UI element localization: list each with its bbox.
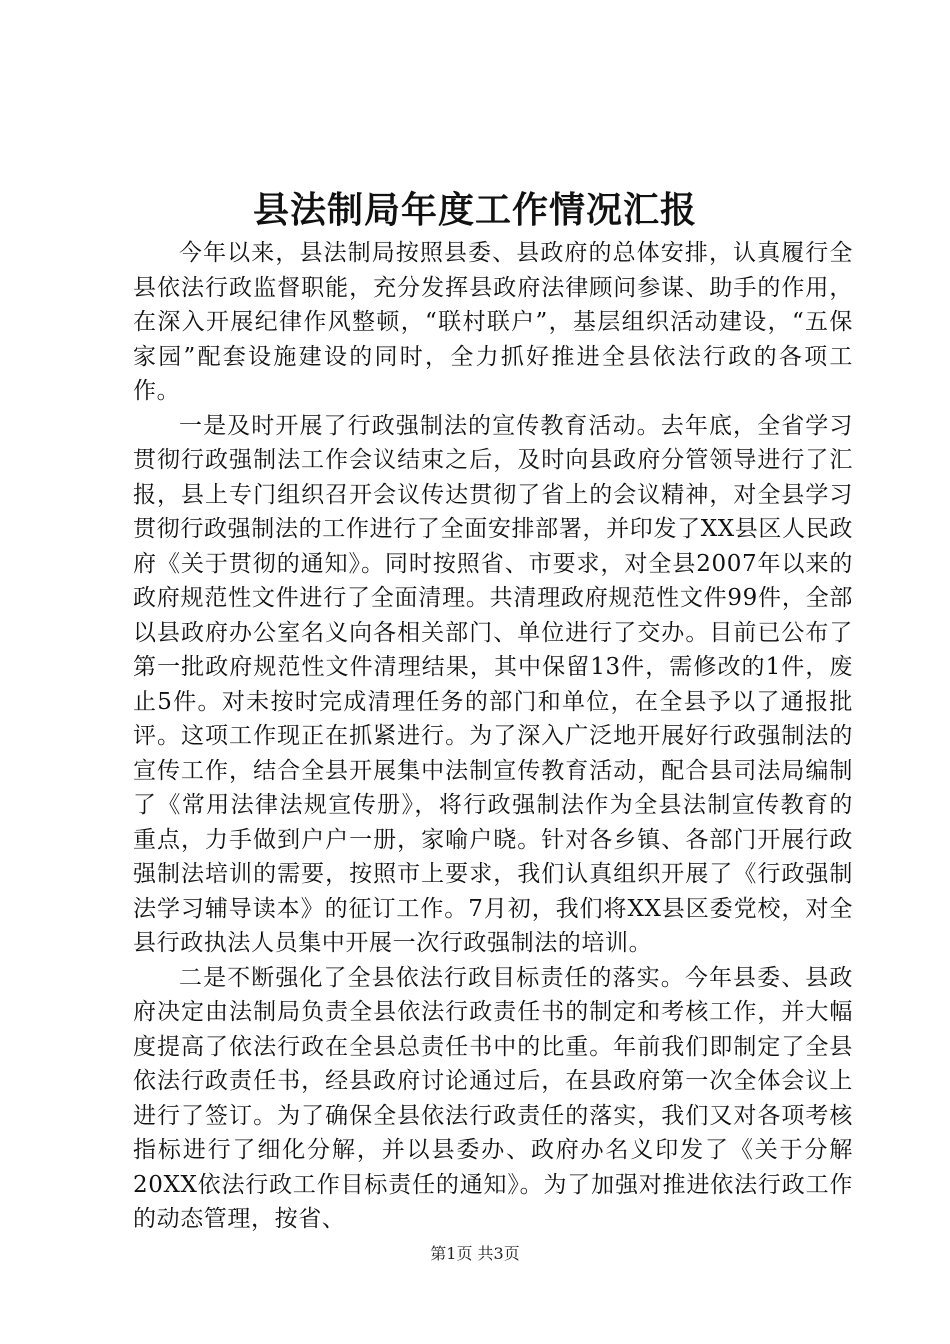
paragraph-intro: 今年以来，县法制局按照县委、县政府的总体安排，认真履行全县依法行政监督职能，充分发挥县政府法律顾问参谋、助手的作用，在深入开展纪律作风整顿，“联村联户”，基层组织活动建设，“五保家园”配套设施建设的同时，全力抓好推进全县依法行政的各项工作。 [133, 240, 853, 404]
document-body [133, 236, 853, 1237]
document-title: 县法制局年度工作情况汇报 [252, 189, 697, 231]
page-number-footer: 第1页 共3页 [430, 1244, 520, 1263]
paragraph-section-two: 二是不断强化了全县依法行政目标责任的落实。今年县委、县政府决定由法制局负责全县依法行政责任书的制定和考核工作，并大幅度提高了依法行政在全县总责任书中的比重。年前我们即制定了全县依法行政责任书，经县政府讨论通过后，在县政府第一次全体会议上进行了签订。为了确保全县依法行政责任的落实，我们又对各项考核指标进行了细化分解，并以县委办、政府办名义印发了《关于分解20XX依法行政工作目标责任的通知》。为了加强对推进依法行政工作的动态管理，按省、 [133, 964, 853, 1232]
paragraph-section-one: 一是及时开展了行政强制法的宣传教育活动。去年底，全省学习贯彻行政强制法工作会议结束之后，及时向县政府分管领导进行了汇报，县上专门组织召开会议传达贯彻了省上的会议精神，对全县学习贯彻行政强制法的工作进行了全面安排部署，并印发了XX县区人民政府《关于贯彻的通知》。同时按照省、市要求，对全县2007年以来的政府规范性文件进行了全面清理。共清理政府规范性文件99件，全部以县政府办公室名义向各相关部门、单位进行了交办。目前已公布了第一批政府规范性文件清理结果，其中保留13件，需修改的1件，废止5件。对未按时完成清理任务的部门和单位，在全县予以了通报批评。这项工作现正在抓紧进行。为了深入广泛地开展好行政强制法的宣传工作，结合全县开展集中法制宣传教育活动，配合县司法局编制了《常用法律法规宣传册》，将行政强制法作为全县法制宣传教育的重点，力手做到户户一册，家喻户晓。针对各乡镇、各部门开展行政强制法培训的需要，按照市上要求，我们认真组织开展了《行政强制法学习辅导读本》的征订工作。7月初，我们将XX县区委党校，对全县行政执法人员集中开展一次行政强制法的培训。 [133, 412, 853, 956]
